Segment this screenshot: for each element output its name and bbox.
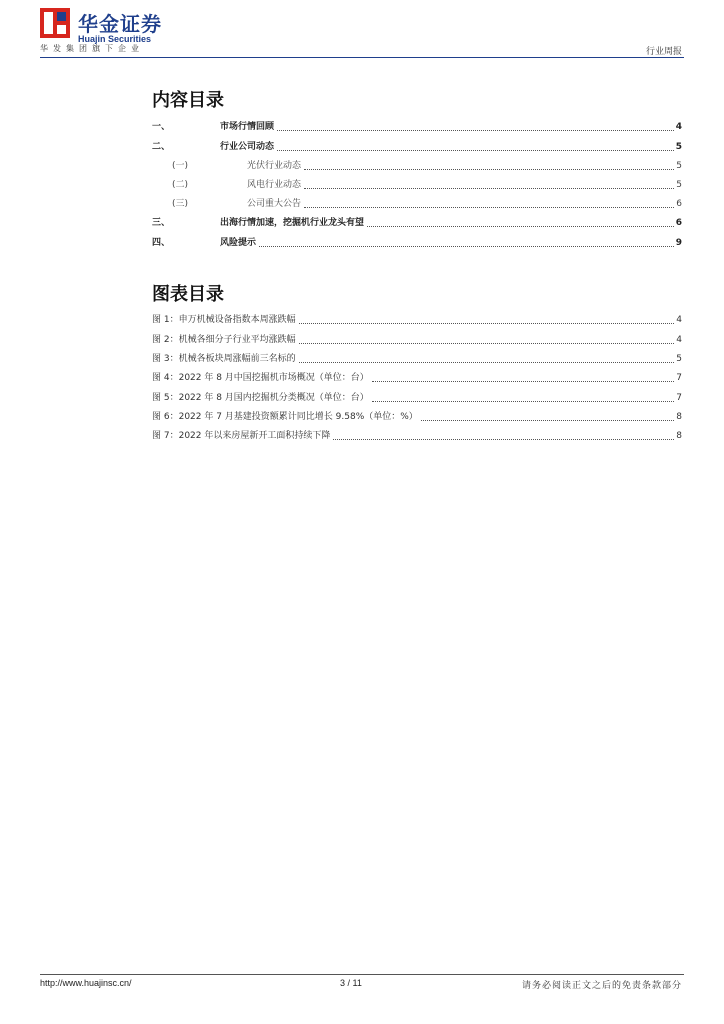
toc-subentry[interactable]: [152, 178, 682, 192]
toc-entry-title[interactable]: 光伏行业动态: [247, 161, 302, 171]
figure-entry[interactable]: [152, 410, 682, 424]
dot-leader: [259, 246, 674, 247]
dot-leader: [304, 169, 674, 170]
figure-entry-title[interactable]: 图 2：机械各细分子行业平均涨跌幅: [152, 335, 296, 345]
figure-entry-title[interactable]: 图 7：2022 年以来房屋新开工面积持续下降: [152, 431, 331, 441]
figure-entry[interactable]: [152, 429, 682, 443]
dot-leader: [299, 343, 675, 344]
toc-entry-title[interactable]: 公司重大公告: [247, 199, 302, 209]
figure-entry-page: 8: [676, 412, 682, 422]
figure-entry-title[interactable]: 图 1：申万机械设备指数本周涨跌幅: [152, 315, 296, 325]
figure-entry[interactable]: [152, 391, 682, 405]
toc-entry[interactable]: [152, 236, 682, 250]
toc-entry-number: (一): [172, 161, 189, 171]
toc-entry[interactable]: [152, 140, 682, 154]
dot-leader: [304, 207, 674, 208]
figure-entry-title[interactable]: 图 5：2022 年 8 月国内挖掘机分类概况（单位：台）: [152, 393, 369, 403]
figure-entry-title[interactable]: 图 6：2022 年 7 月基建投资额累计同比增长 9.58%（单位：%）: [152, 412, 418, 422]
figure-entry-title[interactable]: 图 3：机械各板块周涨幅前三名标的: [152, 354, 296, 364]
huajin-logo-icon: [40, 8, 70, 38]
company-tagline: 华发集团旗下企业: [40, 44, 144, 53]
figure-entry-page: 5: [676, 354, 682, 364]
toc-entry-title[interactable]: 风电行业动态: [247, 180, 302, 190]
toc-entry[interactable]: [152, 120, 682, 134]
toc-entry-page: 5: [675, 142, 682, 152]
figure-entry-page: 8: [676, 431, 682, 441]
dot-leader: [299, 362, 675, 363]
dot-leader: [277, 130, 674, 131]
dot-leader: [277, 150, 674, 151]
footer-divider: [40, 974, 684, 975]
toc-entry-page: 6: [676, 199, 682, 209]
toc-entry-number: (二): [172, 180, 189, 190]
figure-entry[interactable]: [152, 313, 682, 327]
toc-entry-number: 二、: [152, 142, 171, 152]
dot-leader: [333, 439, 674, 440]
toc-entry-page: 5: [676, 180, 682, 190]
dot-leader: [299, 323, 675, 324]
dot-leader: [372, 401, 674, 402]
toc-entry-number: 一、: [152, 122, 171, 132]
toc-entry-title[interactable]: 行业公司动态: [220, 142, 275, 152]
toc-entry-number: 三、: [152, 218, 171, 228]
dot-leader: [421, 420, 674, 421]
figure-entry-page: 7: [676, 393, 682, 403]
toc-entry-page: 4: [675, 122, 682, 132]
toc-entry-page: 9: [675, 238, 682, 248]
logo-english-name: Huajin Securities: [78, 34, 152, 44]
toc-entry-title[interactable]: 风险提示: [220, 238, 257, 248]
figure-entry[interactable]: [152, 371, 682, 385]
toc-entry-title[interactable]: 出海行情加速，挖掘机行业龙头有望: [220, 218, 365, 228]
footer-website-link[interactable]: http://www.huajinsc.cn/: [40, 978, 132, 988]
toc-entry-number: (三): [172, 199, 189, 209]
toc-subentry[interactable]: [152, 197, 682, 211]
figure-entry-page: 4: [676, 335, 682, 345]
toc-subentry[interactable]: [152, 159, 682, 173]
page-number: 3 / 11: [340, 978, 362, 988]
figure-entry[interactable]: [152, 352, 682, 366]
dot-leader: [367, 226, 674, 227]
dot-leader: [372, 381, 674, 382]
report-type: 行业周报: [645, 47, 682, 57]
header-divider: [40, 57, 684, 58]
toc-entry-title[interactable]: 市场行情回顾: [220, 122, 275, 132]
figures-title: 图表目录: [152, 284, 224, 305]
figure-entry-page: 7: [676, 373, 682, 383]
logo-chinese-name: 华金证券: [78, 12, 162, 36]
figure-entry-page: 4: [676, 315, 682, 325]
dot-leader: [304, 188, 674, 189]
toc-entry-page: 6: [675, 218, 682, 228]
figure-entry-title[interactable]: 图 4：2022 年 8 月中国挖掘机市场概况（单位：台）: [152, 373, 369, 383]
figure-entry[interactable]: [152, 333, 682, 347]
toc-title: 内容目录: [152, 90, 224, 111]
disclaimer-note: 请务必阅读正文之后的免责条款部分: [521, 981, 682, 991]
toc-entry-number: 四、: [152, 238, 171, 248]
toc-entry-page: 5: [676, 161, 682, 171]
toc-entry[interactable]: [152, 216, 682, 230]
